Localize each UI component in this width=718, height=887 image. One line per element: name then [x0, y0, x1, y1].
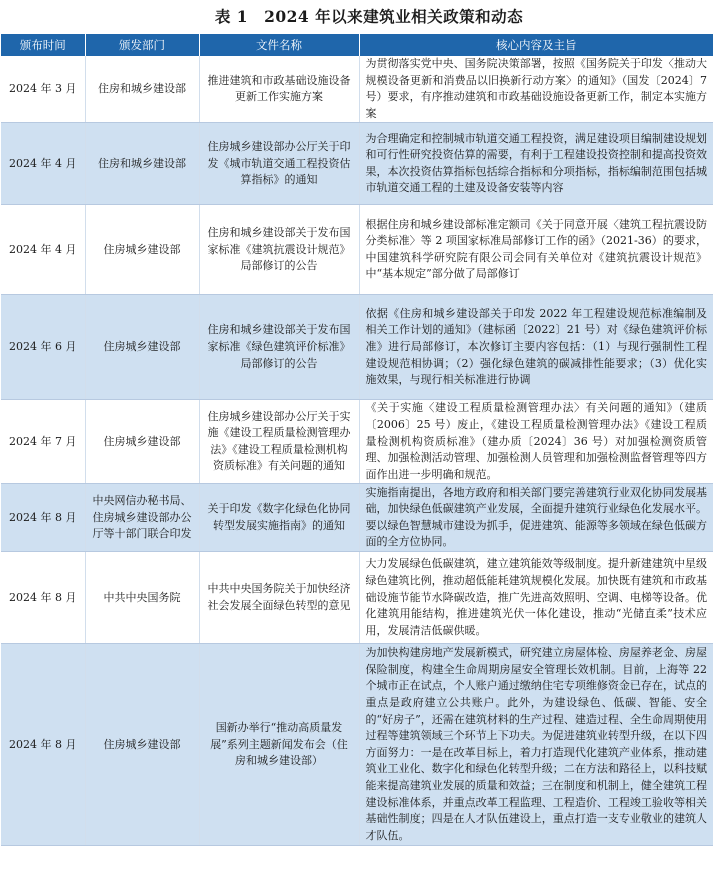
row-document-title: 国新办举行“推动高质量发展”系列主题新闻发布会（住房和城乡建设部） — [199, 644, 359, 846]
row-date: 2024 年 7 月 — [1, 400, 85, 484]
table-row — [1, 205, 713, 295]
header-date: 颁布时间 — [1, 34, 85, 56]
row-department: 住房城乡建设部 — [85, 644, 199, 846]
table-row — [1, 400, 713, 484]
table-row — [1, 123, 713, 205]
row-document-title: 中共中央国务院关于加快经济社会发展全面绿色转型的意见 — [199, 552, 359, 644]
row-department: 住房城乡建设部 — [85, 295, 199, 400]
row-content: 实施指南提出，各地方政府和相关部门要完善建筑行业双化协同发展基础，加快绿色低碳建筑产业发展，全面提升建筑行业绿色化发展水平。要以绿色智慧城市建设为抓手，促进建筑、能源等多领域在绿色低碳方面的全方位协同。 — [359, 484, 713, 552]
row-content: 为合理确定和控制城市轨道交通工程投资，满足建设项目编制建设规划和可行性研究投资估算的需要，有利于工程建设投资控制和提高投资效果，本次投资估算指标包括综合指标和分项指标，指标编制范围包括城市轨道交通工程的土建及设备安装等内容 — [359, 123, 713, 205]
row-content: 根据住房和城乡建设部标准定额司《关于同意开展〈建筑工程抗震设防分类标准〉等 2 项国家标准局部修订工作的函》（2021-36）的要求，中国建筑科学研究院有限公司会同有关单位对《建筑抗震设计规范》中“基本规定”部分做了局部修订 — [359, 205, 713, 295]
row-department: 中央网信办秘书局、住房城乡建设部办公厅等十部门联合印发 — [85, 484, 199, 552]
row-date: 2024 年 4 月 — [1, 205, 85, 295]
row-document-title: 住房城乡建设部办公厅关于印发《城市轨道交通工程投资估算指标》的通知 — [199, 123, 359, 205]
row-date: 2024 年 6 月 — [1, 295, 85, 400]
policy-table — [1, 34, 713, 846]
row-date: 2024 年 8 月 — [1, 552, 85, 644]
row-date: 2024 年 4 月 — [1, 123, 85, 205]
row-department: 中共中央国务院 — [85, 552, 199, 644]
row-document-title: 推进建筑和市政基础设施设备更新工作实施方案 — [199, 56, 359, 123]
row-department: 住房城乡建设部 — [85, 400, 199, 484]
row-department: 住房和城乡建设部 — [85, 56, 199, 123]
row-content: 《关于实施〈建设工程质量检测管理办法〉有关问题的通知》（建质〔2006〕25 号）废止，《建设工程质量检测管理办法》《建设工程质量检测机构资质标准》（建办质〔2024〕36 号）对加强检测资质管理、加强检测活动管理、加强检测人员管理和加强检测监督管理等四方面作出进一步明确和规范。 — [359, 400, 713, 484]
row-content: 依据《住房和城乡建设部关于印发 2022 年工程建设规范标准编制及相关工作计划的通知》（建标函〔2022〕21 号）对《绿色建筑评价标准》进行局部修订，本次修订主要内容包括：（1）与现行强制性工程建设规范相协调；（2）强化绿色建筑的碳减排性能要求；（3）优化实施效果，与现行相关标准进行协调 — [359, 295, 713, 400]
row-document-title: 住房城乡建设部办公厅关于实施《建设工程质量检测管理办法》《建设工程质量检测机构资质标准》有关问题的通知 — [199, 400, 359, 484]
row-department: 住房城乡建设部 — [85, 205, 199, 295]
row-content: 为加快构建房地产发展新模式，研究建立房屋体检、房屋养老金、房屋保险制度，构建全生命周期房屋安全管理长效机制。目前，上海等 22 个城市正在试点，个人账户通过缴纳住宅专项维修资金已存在，试点的重点是政府建立公共账户。此外，为建设绿色、低碳、智能、安全的“好房子”，还需在建筑材料的生产过程、建造过程、全生命周期使用过程等建筑领域三个环节上下功夫。为促进建筑业转型升级，在以下四方面努力：一是在改革目标上，着力打造现代化建筑产业体系，推动建筑业工业化、数字化和绿色化转型升级；二在方法和路径上，以科技赋能来提高建筑业发展的质量和效益；三在制度和机制上，健全建筑工程建设标准体系，并重点改革工程监理、工程造价、工程竣工验收等相关基础性制度；四是在人才队伍建设上，重点打造一支专业敬业的建筑人才队伍。 — [359, 644, 713, 846]
row-document-title: 住房和城乡建设部关于发布国家标准《建筑抗震设计规范》局部修订的公告 — [199, 205, 359, 295]
header-content: 核心内容及主旨 — [359, 34, 713, 56]
row-document-title: 住房和城乡建设部关于发布国家标准《绿色建筑评价标准》局部修订的公告 — [199, 295, 359, 400]
table-header-row — [1, 34, 713, 56]
table-row — [1, 56, 713, 123]
table-row — [1, 644, 713, 846]
row-content: 为贯彻落实党中央、国务院决策部署，按照《国务院关于印发〈推动大规模设备更新和消费品以旧换新行动方案〉的通知》（国发〔2024〕7 号）要求，有序推动建筑和市政基础设施设备更新工作，制定本实施方案 — [359, 56, 713, 123]
table-caption: 表 1 2024 年以来建筑业相关政策和动态 — [214, 7, 524, 26]
row-document-title: 关于印发《数字化绿色化协同转型发展实施指南》的通知 — [199, 484, 359, 552]
row-date: 2024 年 8 月 — [1, 484, 85, 552]
row-department: 住房和城乡建设部 — [85, 123, 199, 205]
row-date: 2024 年 3 月 — [1, 56, 85, 123]
header-document-title: 文件名称 — [199, 34, 359, 56]
table-row — [1, 484, 713, 552]
row-date: 2024 年 8 月 — [1, 644, 85, 846]
row-content: 大力发展绿色低碳建筑，建立建筑能效等级制度。提升新建建筑中星级绿色建筑比例，推动超低能耗建筑规模化发展。加快既有建筑和市政基础设施节能节水降碳改造，推广先进高效照明、空调、电梯等设备。优化建筑用能结构，推进建筑光伏一体化建设，推动“光储直柔”技术应用，发展清洁低碳供暖。 — [359, 552, 713, 644]
table-row — [1, 295, 713, 400]
header-department: 颁发部门 — [85, 34, 199, 56]
table-row — [1, 552, 713, 644]
